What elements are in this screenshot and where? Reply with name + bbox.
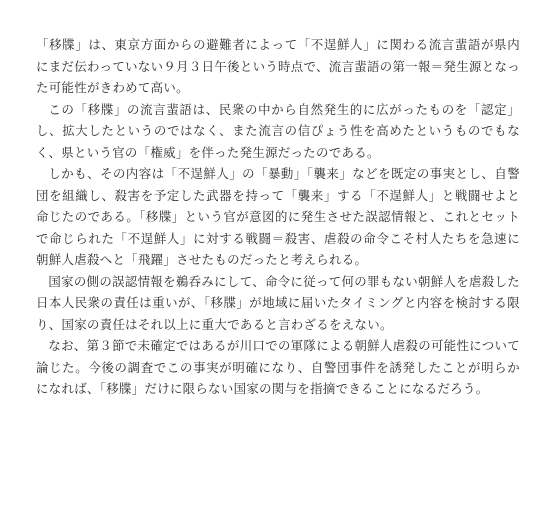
paragraph-2: この「移牒」の流言蜚語は、民衆の中から自然発生的に広がったものを「認定」し、拡大したというのではなく、また流言の信ぴょう性を高めたというものでもなく、県という官の「権威」を伴った発生源だったのである。 <box>36 101 520 160</box>
paragraph-5: なお、第３節で未確定ではあるが川口での軍隊による朝鮮人虐殺の可能性について論じた。今後の調査でこの事実が明確になり、自警団事件を誘発したことが明らかになれば、「移牒」だけに限らない国家の関与を指摘できることになるだろう。 <box>36 338 520 396</box>
document-body <box>36 34 520 400</box>
paragraph-3: しかも、その内容は「不逞鮮人」の「暴動」「襲来」などを既定の事実とし、自警団を組織し、殺害を予定した武器を持って「襲来」する「不逞鮮人」と戦闘せよと命じたのである。「移牒」という官が意図的に発生させた誤認情報と、これとセットで命じられた「不逞鮮人」に対する戦闘＝殺害、虐殺の命令こそ村人たちを急速に朝鮮人虐殺へと「飛躍」させたものだったと考えられる。 <box>36 166 520 267</box>
paragraph-4: 国家の側の誤認情報を鵜呑みにして、命令に従って何の罪もない朝鮮人を虐殺した日本人民衆の責任は重いが、「移牒」が地域に届いたタイミングと内容を検討する限り、国家の責任はそれ以上に重大であると言わざるをえない。 <box>36 273 520 332</box>
paragraph-1: 「移牒」は、東京方面からの避難者によって「不逞鮮人」に関わる流言蜚語が県内にまだ伝わっていない９月３日午後という時点で、流言蜚語の第一報＝発生源となった可能性がきわめて高い。 <box>36 37 520 95</box>
